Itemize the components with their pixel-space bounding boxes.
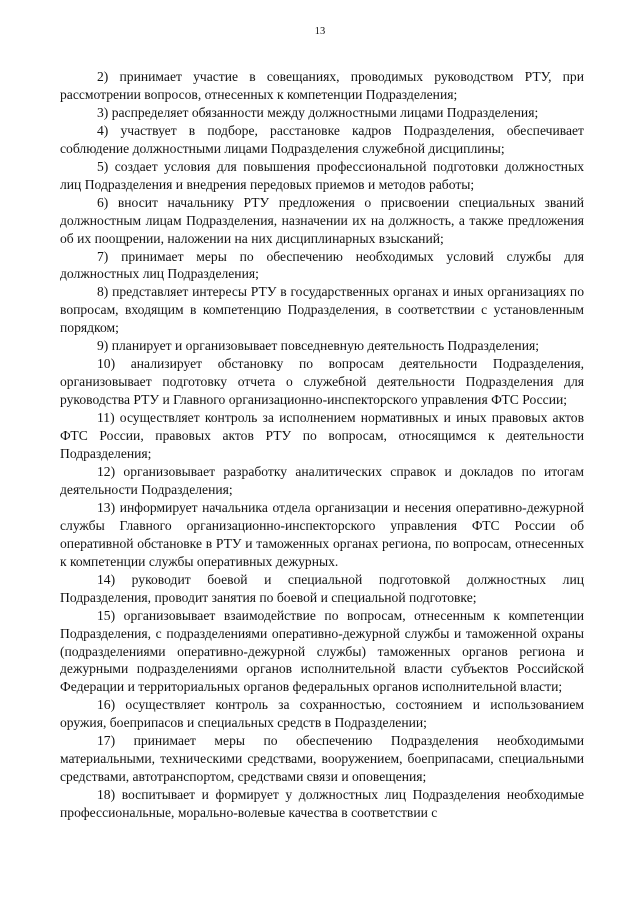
paragraph-item-13: 13) информирует начальника отдела организации и несения оперативно-дежурной службы Главного организационно-инспекторского управления ФТС России об оперативной обстановке в РТУ и таможенных органах региона, по вопросам, отнесенных к компетенции службы оперативных дежурных.	[60, 499, 584, 569]
paragraph-item-11: 11) осуществляет контроль за исполнением нормативных и иных правовых актов ФТС России, правовых актов РТУ по вопросам, относящимся к деятельности Подразделения;	[60, 410, 584, 462]
paragraph-item-2: 2) принимает участие в совещаниях, проводимых руководством РТУ, при рассмотрении вопросов, отнесенных к компетенции Подразделения;	[60, 69, 584, 102]
paragraph-item-15: 15) организовывает взаимодействие по вопросам, отнесенным к компетенции Подразделения, с подразделениями оперативно-дежурной службы и таможенной охраны (подразделениями оперативно-дежурной службы) таможенных органов региона и дежурными подразделениями органов исполнительной власти субъектов Российской Федерации и территориальных органов федеральных органов исполнительной власти;	[60, 607, 584, 695]
paragraph-item-10: 10) анализирует обстановку по вопросам деятельности Подразделения, организовывает подготовку отчета о служебной деятельности Подразделения для руководства РТУ и Главного организационно-инспекторского управления ФТС России;	[60, 356, 584, 408]
paragraph-item-9: 9) планирует и организовывает повседневную деятельность Подразделения;	[97, 338, 539, 354]
paragraph-item-17: 17) принимает меры по обеспечению Подразделения необходимыми материальными, техническими средствами, вооружением, боеприпасами, специальными средствами, автотранспортом, средствами связи и оповещения;	[60, 733, 584, 785]
paragraph-item-8: 8) представляет интересы РТУ в государственных органах и иных организациях по вопросам, входящим в компетенцию Подразделения, в соответствии с установленным порядком;	[60, 284, 584, 336]
paragraph-item-16: 16) осуществляет контроль за сохранностью, состоянием и использованием оружия, боеприпасов и специальных средств в Подразделении;	[60, 697, 584, 731]
paragraph-item-3: 3) распределяет обязанности между должностными лицами Подразделения;	[97, 104, 539, 120]
paragraph-item-18: 18) воспитывает и формирует у должностных лиц Подразделения необходимые профессиональные, морально-волевые качества в соответствии с	[60, 787, 584, 821]
paragraph-item-7: 7) принимает меры по обеспечению необходимых условий службы для должностных лиц Подразделения;	[60, 248, 584, 282]
page-number: 13	[314, 26, 326, 37]
paragraph-item-6: 6) вносит начальнику РТУ предложения о присвоении специальных званий должностным лицам Подразделения, назначении их на должность, а также предложения об их поощрении, наложении на них дисциплинарных взысканий;	[60, 194, 584, 246]
document-body	[60, 68, 584, 822]
paragraph-item-5: 5) создает условия для повышения профессиональной подготовки должностных лиц Подразделения и внедрения передовых приемов и методов работы;	[60, 158, 584, 192]
paragraph-item-12: 12) организовывает разработку аналитических справок и докладов по итогам деятельности Подразделения;	[60, 463, 584, 497]
paragraph-item-4: 4) участвует в подборе, расстановке кадров Подразделения, обеспечивает соблюдение должностными лицами Подразделения служебной дисциплины;	[60, 122, 584, 156]
paragraph-item-14: 14) руководит боевой и специальной подготовкой должностных лиц Подразделения, проводит занятия по боевой и специальной подготовке;	[60, 571, 584, 605]
